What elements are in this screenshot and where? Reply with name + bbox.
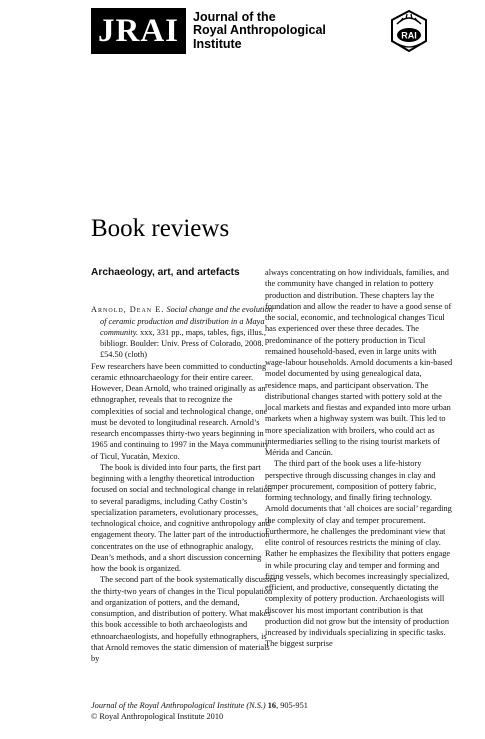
footer-copyright: © Royal Anthropological Institute 2010: [91, 712, 224, 721]
page-footer: [91, 700, 308, 722]
rai-emblem-icon: [388, 10, 430, 52]
paragraph: Few researchers have been committed to conducting ceramic ethnoarchaeology for their entire career. However, Dean Arnold, who trained originally as an ethnographer, reveals that to recognize the complexities of social and technological change, one must be devoted to longitudinal research. Arnold’s research encompasses thirty-two years beginning in 1965 and continuing to 1997 in the Maya community of Ticul, Yucatán, Mexico.: [91, 361, 269, 461]
left-column: [91, 267, 277, 664]
citation-author: Arnold, Dean E.: [91, 305, 165, 315]
right-column: [265, 267, 453, 650]
jrai-logo: JRAI: [91, 8, 186, 54]
section-title: Book reviews: [91, 215, 230, 242]
journal-name: [193, 11, 326, 52]
footer-volume: 16: [267, 701, 277, 710]
paragraph: always concentrating on how individuals, families, and the community have changed in relation to pottery production and distribution. These chapters lay the foundation and allow the reader to have a good sense of the social, economic, and technological changes Ticul has experienced over these three decades. The predominance of the pottery production in Ticul remained household-based, even in large units with wage-labour households. Arnold documents a kin-based model documented by using genealogical data, residence maps, and participant observation. The distributional changes started with pottery sold at the local markets and fiestas and expanded into more urban markets when a highway system was built. This led to more specialization with broilers, who could act as intermediaries selling to the rising tourist markets of Mérida and Cancún.: [265, 268, 453, 457]
citation-title: Social change and the evolution of ceramic production and distribution in a Maya community.: [100, 305, 273, 337]
footer-journal: Journal of the Royal Anthropological Institute (N.S.): [91, 701, 266, 710]
footer-pages: , 905-951: [276, 701, 308, 710]
journal-name-line: Journal of the: [193, 9, 276, 24]
book-citation: [91, 304, 277, 360]
paragraph: The third part of the book uses a life-history perspective through discussing changes in clay and temper procurement, composition of pottery fabric, forming technology, and finally firing technology. Arnold documents that ‘all choices are social’ regarding the complexity of clay and temper procurement. Furthermore, he challenges the predominant view that elite control of resources restricts the mining of clay. Rather he emphasizes the flexibility that potters engage in while procuring clay and temper and forming and firing vessels, which becomes increasingly specialized, efficient, and productive, consequently dictating the complexity of pottery production. Archaeologists will discover his most important contribution is that production did not grow but the intensity of production increased by individuals specializing in specific tasks. The biggest surprise: [265, 459, 452, 649]
journal-name-line: Royal Anthropological: [193, 23, 326, 38]
masthead: [91, 8, 430, 54]
citation-details: xxx, 331 pp., maps, tables, figs, illus., bibliogr. Boulder: Univ. Press of Colorado, 2008. £54.50 (cloth): [100, 327, 266, 360]
paragraph: The second part of the book systematically discusses the thirty-two years of changes in the Ticul population and organization of potters, and the demand, consumption, and distribution of pottery. What makes this book accessible to both archaeologists and ethnoarchaeologists, and hopefully ethnographers, is that Arnold removes the static dimension of materials by: [91, 575, 277, 663]
journal-name-line: Institute: [193, 36, 242, 51]
footer-citation: [91, 700, 308, 711]
emblem-text: RAI: [401, 30, 417, 41]
paragraph: The book is divided into four parts, the first part beginning with a lengthy theoretical introduction focused on social and technological change in relation to several paradigms, including Cathy Costin’s specialization parameters, evolutionary processes, technological choice, and cognitive anthropology and engagement theory. The latter part of the introduction concentrates on the use of ethnographic analogy, Dean’s methods, and a short discussion concerning how the book is organized.: [91, 462, 272, 573]
review-heading: Archaeology, art, and artefacts: [91, 267, 240, 278]
